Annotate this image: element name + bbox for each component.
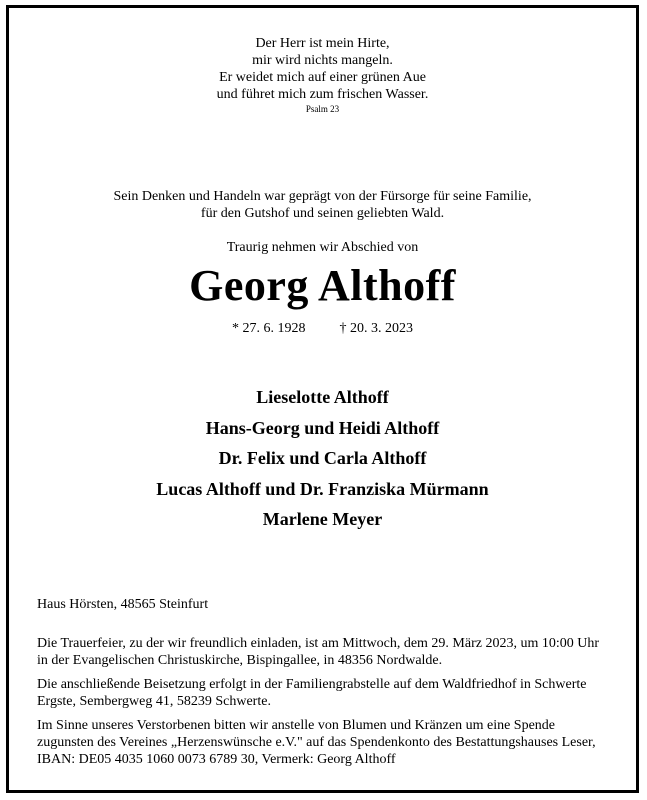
psalm-line: und führet mich zum frischen Wasser. [216,87,429,102]
mourner-name: Marlene Meyer [262,509,383,529]
paragraph-line: in der Evangelischen Christuskirche, Bispingallee, in 48356 Nordwalde. [37,653,443,668]
funeral-service-paragraph [37,635,622,669]
mourner-name: Hans-Georg und Heidi Althoff [205,417,440,438]
service-information [37,596,622,768]
psalm-quote [9,35,636,115]
donation-paragraph [37,717,622,768]
mourner-name: Lucas Althoff und Dr. Franziska Mürmann [156,478,489,499]
paragraph-line: zugunsten des Vereines „Herzenswünsche e.V." auf das Spendenkonto des Bestattungshauses Leser, [37,735,596,750]
tribute-line: Sein Denken und Handeln war geprägt von der Fürsorge für seine Familie, [113,189,532,204]
birth-date: * 27. 6. 1928 [232,321,306,336]
tribute-text [9,188,636,222]
life-dates [9,320,636,337]
paragraph-line: Im Sinne unseres Verstorbenen bitten wir anstelle von Blumen und Kränzen um eine Spende [37,718,556,733]
mourners-list [9,382,636,535]
paragraph-line: Die anschließende Beisetzung erfolgt in der Familiengrabstelle auf dem Waldfriedhof in Schwerte [37,677,587,692]
psalm-reference: Psalm 23 [305,104,340,114]
psalm-line: Er weidet mich auf einer grünen Aue [219,70,426,85]
death-date: † 20. 3. 2023 [339,321,413,336]
burial-paragraph [37,676,622,710]
farewell-line: Traurig nehmen wir Abschied von [226,240,419,255]
paragraph-line: Ergste, Sembergweg 41, 58239 Schwerte. [37,694,271,709]
paragraph-line: IBAN: DE05 4035 1060 0073 6789 30, Vermerk: Georg Althoff [37,752,396,767]
mourner-name: Dr. Felix und Carla Althoff [218,448,427,468]
paragraph-line: Die Trauerfeier, zu der wir freundlich einladen, ist am Mittwoch, dem 29. März 2023, um 10:00 Uhr [37,636,600,651]
psalm-line: Der Herr ist mein Hirte, [255,36,390,51]
family-address: Haus Hörsten, 48565 Steinfurt [37,597,209,612]
tribute-line: für den Gutshof und seinen geliebten Wald. [200,206,445,221]
mourner-name: Lieselotte Althoff [256,387,389,407]
obituary-notice [6,5,639,793]
deceased-name: Georg Althoff [189,261,456,310]
psalm-line: mir wird nichts mangeln. [252,53,393,68]
